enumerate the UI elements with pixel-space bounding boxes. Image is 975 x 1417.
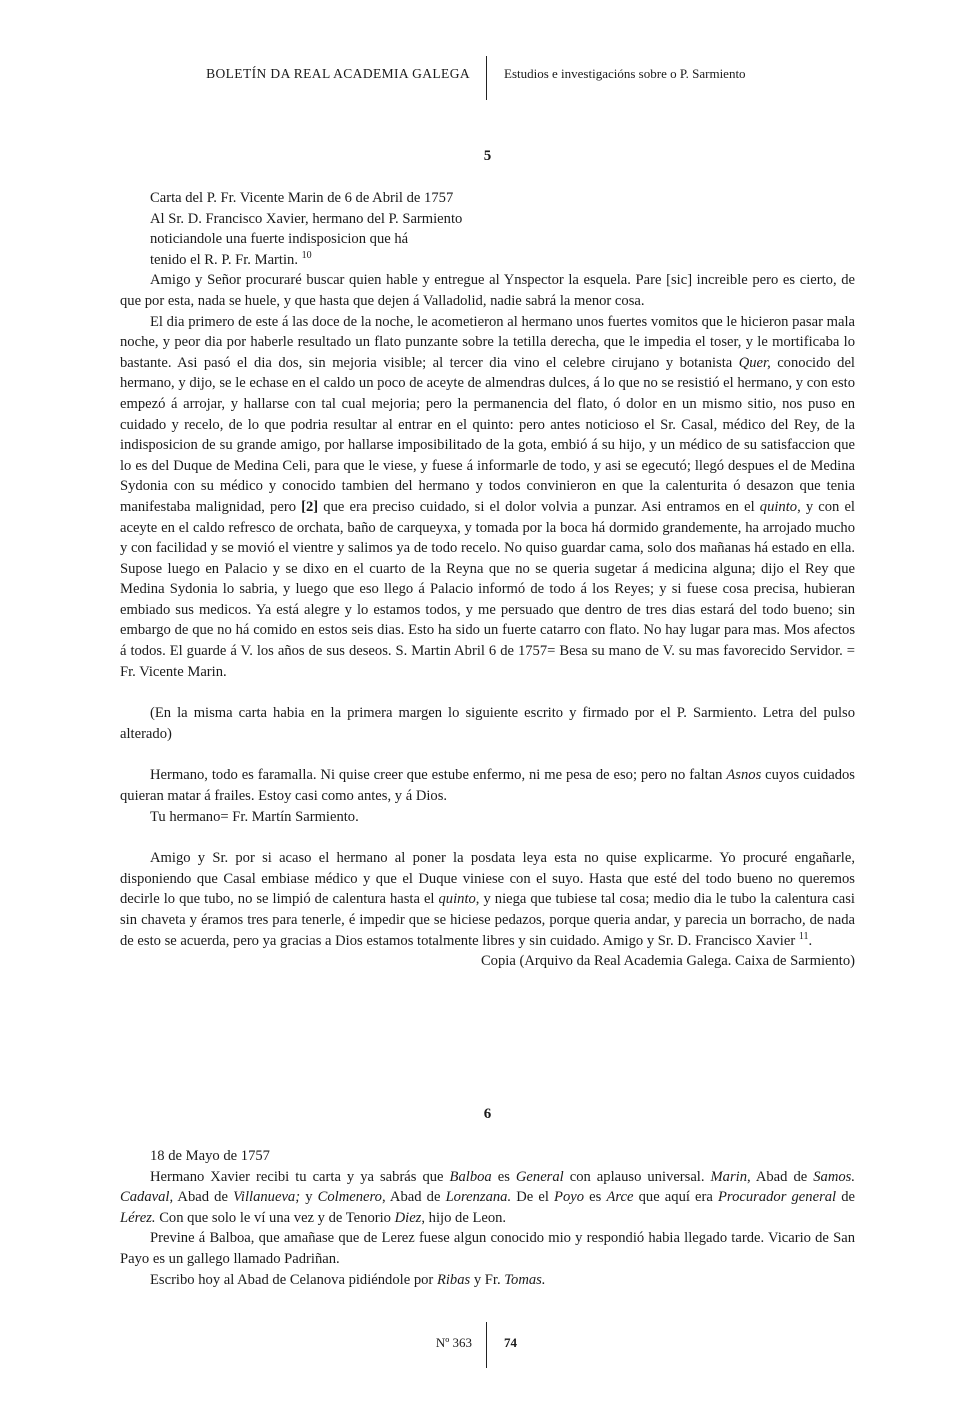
paragraph: Amigo y Señor procuraré buscar quien hable y entregue al Ynspector la esquela. Pare [sic] increible pero es cierto, de que por esta, nada se huele, y que hasta que dejen á Valladolid, nadie sabrá la menor cosa. bbox=[120, 272, 855, 309]
letter-intro-line: Al Sr. D. Francisco Xavier, hermano del P. Sarmiento bbox=[150, 210, 463, 227]
section-title: Estudios e investigacións sobre o P. Sarmiento bbox=[504, 66, 746, 81]
paragraph: Escribo hoy al Abad de Celanova pidiéndole por Ribas y Fr. Tomas. bbox=[150, 1271, 546, 1288]
paragraph: Amigo y Sr. por si acaso el hermano al poner la posdata leya esta no quise explicarme. Yo procuré engañarle, disponiendo que Casal embiase médico y que el Duque viniese con el suyo. Hasta que esté del todo bueno no queremos decirle lo que tubo, no se limpió de calentura hasta el quinto, y niega que tubiese tal cosa; medio dia le tubo la calentura casi sin chaveta y éramos tres para tenerle, é impedir que se hiciese pedazos, porque queria andar, y parecia un borracho, de nada de esto se acuerda, pero ya gracias a Dios estamos totalmente libres y sin cuidado. Amigo y Sr. D. Francisco Xavier $^{11}$. bbox=[120, 850, 855, 949]
section-number-6: 6 bbox=[483, 1106, 492, 1122]
section-6-text bbox=[120, 1146, 855, 1290]
paragraph: El dia primero de este á las doce de la noche, le acometieron al hermano unos fuertes vomitos que le hicieron pasar mala noche, y peor dia por haberle resultado un flato punzante sobre la tetilla derecha, que le impedia el toser, y le mortificaba lo bastante. Asi pasó el dia dos, sin mejoria visible; al tercer dia vino el celebre cirujano y botanista Quer, conocido del hermano, y dijo, se le echase en el caldo un poco de aceyte de almendras dulces, á lo que no se resistió el hermano, y con esto empezó á arrojar, y hallarse con tal cual mejoria; pero la permanencia del flato, ó dolor en un mismo sitio, nos puso en cuidado y recelo, de lo que podria resultar al entrar en el quinto: pero antes noticioso el Sr. Casal, médico del Rey, de la indisposicion de su grande amigo, por hallarse imposibilitado de la gota, embió á su hijo, y un médico de su satisfaccion que lo es del Duque de Medina Celi, para que le viese, y fuese á informarle de todo, y asi se egecutó; llegó despues el de Medina Sydonia con su médico y conocido tambien del hermano y todos convinieron en que la calenturita ó desazon que tenia manifestaba malignidad, pero [2] que era preciso cuidado, si el dolor volvia a punzar. Asi entramos en el quinto, y con el aceyte en el caldo refresco de orchata, baño de carqueyxa, y tomada por la boca há dormido grandemente, ha arrojado mucho y con facilidad y se movió el vientre y salimos ya de todo recelo. No quiso guardar cama, solo dos mañanas há estado en ella. Supose luego en Palacio y se dixo en el cuarto de la Reyna que no se queria sugetar á medicina alguna; dijo el Rey que Medina Sydonia lo sabria, y luego que eso llego á Palacio informó de todo á los Reyes; y si fuese cosa precisa, hubieran embiado sus medicos. Ya está alegre y lo estamos todos, y me persuado que dentro de tres dias estará del todo bueno; sin embargo de que no há comido en estos seis dias. Esto ha sido un fuerte catarro con flato. No hay lugar para mas. Mos afectos á todos. El guarde á V. los años de sus deseos. S. Martin Abril 6 de 1757= Besa su mano de V. su mas favorecido Servidor. = Fr. Vicente Marin. bbox=[120, 313, 855, 680]
paragraph: (En la misma carta habia en la primera margen lo siguiente escrito y firmado por el P. Sarmiento. Letra del pulso alterado) bbox=[120, 705, 855, 742]
journal-title: BOLETÍN DA REAL ACADEMIA GALEGA bbox=[206, 66, 470, 81]
page-footer bbox=[0, 1322, 975, 1368]
header-divider bbox=[486, 56, 487, 100]
issue-number: Nº 363 bbox=[435, 1335, 472, 1350]
source-note: Copia (Arquivo da Real Academia Galega. Caixa de Sarmiento) bbox=[480, 953, 855, 970]
letter-date: 18 de Mayo de 1757 bbox=[150, 1148, 270, 1164]
footnote-ref-10: 10 bbox=[301, 249, 312, 261]
paragraph: Hermano, todo es faramalla. Ni quise creer que estube enfermo, ni me pesa de eso; pero no faltan Asnos cuyos cuidados quieran matar á frailes. Estoy casi como antes, y á Dios. bbox=[120, 767, 855, 805]
paragraph: Hermano Xavier recibi tu carta y ya sabrás que Balboa es General con aplauso universal. Marin, Abad de Samos. Cadaval, Abad de Villanueva; y Colmenero, Abad de Lorenzana. De el Poyo es Arce que aquí era Procurador general de Lérez. Con que solo le ví una vez y de Tenorio Diez, hijo de Leon. bbox=[120, 1168, 855, 1226]
running-header bbox=[0, 56, 975, 100]
paragraph: Previne á Balboa, que amañase que de Lerez fuese algun conocido mio y respondió habia llegado tarde. Vicario de San Payo es un gallego llamado Padriñan. bbox=[120, 1230, 855, 1267]
section-5-text bbox=[120, 188, 855, 972]
letter-intro-line: Carta del P. Fr. Vicente Marin de 6 de Abril de 1757 bbox=[150, 190, 454, 206]
footnote-ref-11: 11 bbox=[798, 930, 809, 942]
page-number: 74 bbox=[504, 1335, 517, 1350]
letter-intro-line: noticiandole una fuerte indisposicion que há bbox=[150, 231, 409, 248]
section-number-5: 5 bbox=[483, 148, 492, 164]
signature-line: Tu hermano= Fr. Martín Sarmiento. bbox=[150, 808, 359, 825]
letter-intro-line: tenido el R. P. Fr. Martin. $^{10}$ bbox=[150, 249, 312, 268]
footer-divider bbox=[486, 1322, 487, 1368]
page-marker: [2] bbox=[301, 498, 319, 515]
